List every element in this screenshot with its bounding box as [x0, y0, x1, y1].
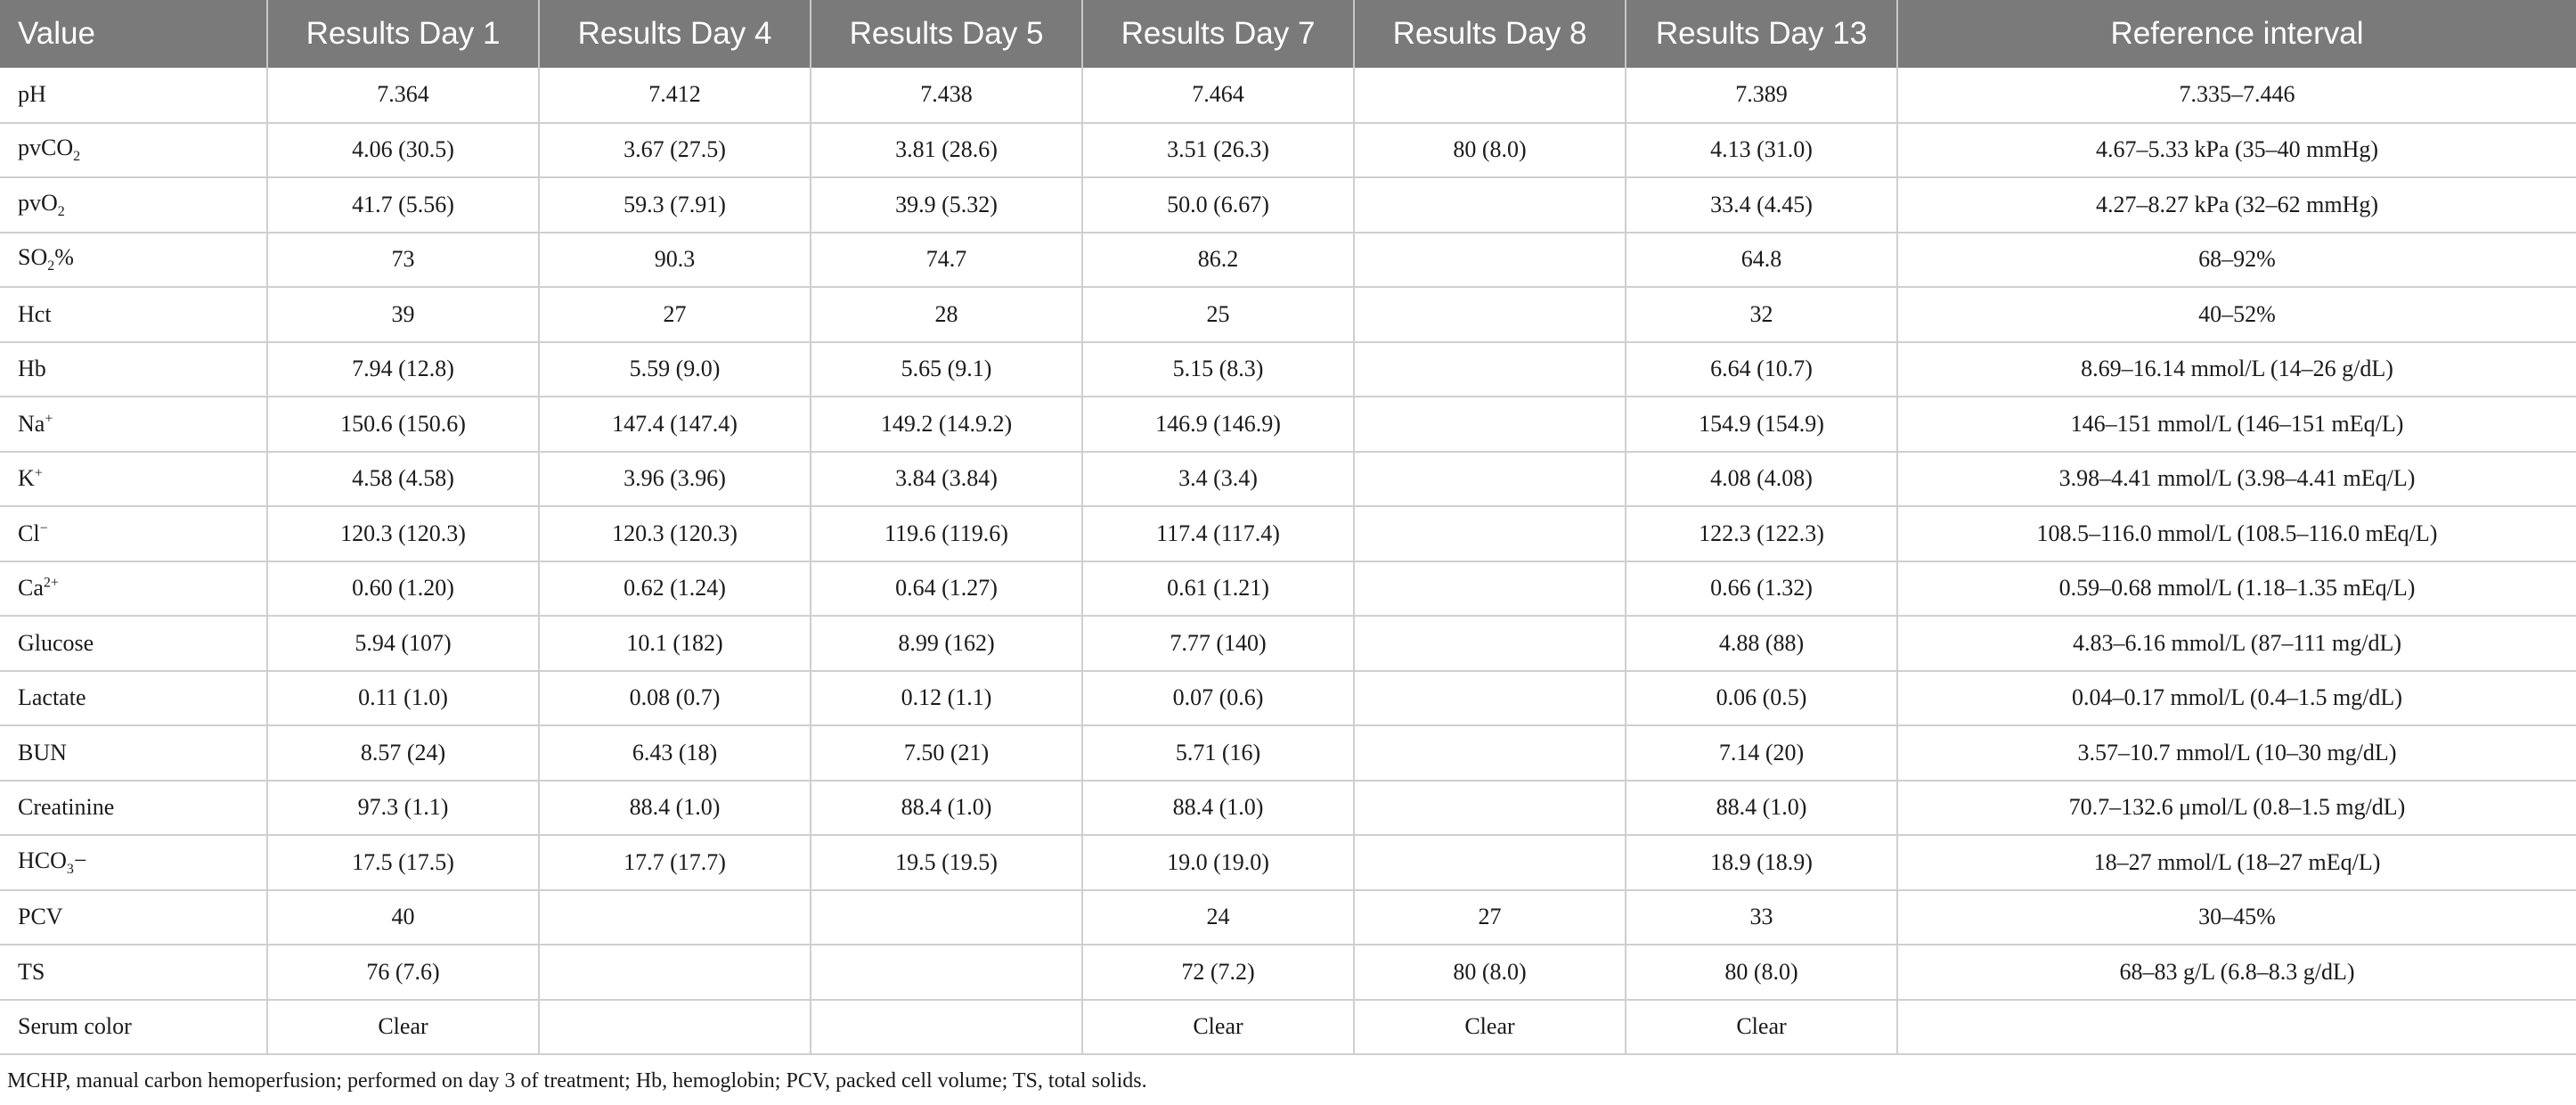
cell-reference-interval: 30–45% [2198, 904, 2276, 930]
row-label [0, 1000, 267, 1055]
cell-day-5: 7.438 [811, 68, 1082, 123]
cell-day-4: 90.3 [539, 233, 811, 288]
row-label [0, 725, 267, 781]
cell-day-4 [539, 945, 811, 1000]
row-label-script: 2 [73, 149, 81, 165]
cell-day-4: 6.43 (18) [539, 725, 811, 781]
row-label [0, 506, 267, 561]
header-day-1: Results Day 1 [267, 0, 539, 68]
cell-day-5: 39.9 (5.32) [811, 177, 1082, 233]
cell-day-13: 154.9 (154.9) [1626, 397, 1897, 452]
cell-day-13: 0.66 (1.32) [1626, 561, 1897, 617]
cell-day-4: 59.3 (7.91) [539, 177, 811, 233]
cell-day-13: 64.8 [1626, 233, 1897, 288]
cell-day-1: 39 [267, 287, 539, 342]
row-label [0, 781, 267, 836]
cell-day-5: 19.5 (19.5) [811, 835, 1082, 890]
row-label-script: + [34, 465, 43, 481]
cell-day-7: 5.71 (16) [1082, 725, 1354, 781]
cell-day-5 [811, 1000, 1082, 1055]
header-reference-interval: Reference interval [2110, 16, 2364, 51]
cell-day-8 [1354, 781, 1626, 836]
cell-day-1: 120.3 (120.3) [267, 506, 539, 561]
cell-day-7: 5.15 (8.3) [1082, 342, 1354, 397]
cell-day-1: 5.94 (107) [267, 616, 539, 671]
cell-day-5: 119.6 (119.6) [811, 506, 1082, 561]
cell-day-8 [1354, 397, 1626, 452]
row-label-base: pvCO [18, 135, 74, 161]
cell-day-8 [1354, 233, 1626, 288]
row-label [0, 397, 267, 452]
header-day-8: Results Day 8 [1354, 0, 1626, 68]
table-row [0, 781, 2576, 836]
cell-day-5: 88.4 (1.0) [811, 781, 1082, 836]
cell-day-5 [811, 945, 1082, 1000]
row-label-base: K [18, 465, 35, 492]
cell-day-1: 97.3 (1.1) [267, 781, 539, 836]
table-footnote: MCHP, manual carbon hemoperfusion; performed on day 3 of treatment; Hb, hemoglobin; PCV, packed cell volume; TS, total solids. [7, 1069, 1147, 1093]
cell-reference-interval: 7.335–7.446 [2179, 81, 2295, 108]
row-label-base: Ca [18, 575, 44, 602]
cell-day-13: 6.64 (10.7) [1626, 342, 1897, 397]
cell-day-7: 117.4 (117.4) [1082, 506, 1354, 561]
cell-day-4: 0.08 (0.7) [539, 671, 811, 726]
cell-day-13: 18.9 (18.9) [1626, 835, 1897, 890]
header-day-7: Results Day 7 [1082, 0, 1354, 68]
cell-day-7: 72 (7.2) [1082, 945, 1354, 1000]
cell-day-8 [1354, 68, 1626, 123]
table-row [0, 890, 2576, 945]
cell-day-8 [1354, 287, 1626, 342]
table-row [0, 177, 2576, 233]
table-row [0, 397, 2576, 452]
cell-day-1: 4.06 (30.5) [267, 123, 539, 178]
cell-reference-interval: 18–27 mmol/L (18–27 mEq/L) [2093, 848, 2381, 875]
cell-day-4: 147.4 (147.4) [539, 397, 811, 452]
row-label-base: Serum color [18, 1013, 132, 1040]
cell-day-5: 0.64 (1.27) [811, 561, 1082, 617]
cell-day-5: 5.65 (9.1) [811, 342, 1082, 397]
cell-day-5 [811, 890, 1082, 945]
row-label-base: BUN [18, 739, 67, 765]
cell-day-13: 122.3 (122.3) [1626, 506, 1897, 561]
cell-day-8 [1354, 671, 1626, 726]
table-row [0, 68, 2576, 123]
cell-day-13: 4.13 (31.0) [1626, 123, 1897, 178]
row-label-tail: − [73, 847, 87, 873]
cell-reference-interval: 3.98–4.41 mmol/L (3.98–4.41 mEq/L) [2058, 465, 2416, 492]
cell-day-8 [1354, 725, 1626, 781]
cell-day-7: 0.07 (0.6) [1082, 671, 1354, 726]
cell-day-7: 3.4 (3.4) [1082, 452, 1354, 507]
cell-day-1: 0.60 (1.20) [267, 561, 539, 617]
row-label [0, 945, 267, 1000]
cell-day-4: 27 [539, 287, 811, 342]
cell-day-5: 3.81 (28.6) [811, 123, 1082, 178]
cell-day-1: 7.364 [267, 68, 539, 123]
cell-day-4: 7.412 [539, 68, 811, 123]
table-header [0, 0, 2576, 68]
table-row [0, 561, 2576, 617]
table-row [0, 233, 2576, 288]
row-label-base: HCO [18, 847, 67, 873]
cell-day-8: 27 [1354, 890, 1626, 945]
cell-day-1: 76 (7.6) [267, 945, 539, 1000]
table-row [0, 342, 2576, 397]
row-label-base: PCV [18, 904, 63, 930]
row-label [0, 452, 267, 507]
table-row [0, 123, 2576, 178]
cell-reference-interval: 4.83–6.16 mmol/L (87–111 mg/dL) [2072, 629, 2402, 656]
cell-reference-interval: 0.04–0.17 mmol/L (0.4–1.5 mg/dL) [2072, 684, 2402, 711]
cell-day-13: Clear [1626, 1000, 1897, 1055]
cell-day-4 [539, 890, 811, 945]
cell-day-8 [1354, 452, 1626, 507]
table-row [0, 287, 2576, 342]
cell-day-13: 7.389 [1626, 68, 1897, 123]
cell-day-4: 5.59 (9.0) [539, 342, 811, 397]
cell-day-7: 19.0 (19.0) [1082, 835, 1354, 890]
row-label-base: pvO [18, 189, 58, 216]
cell-day-8: Clear [1354, 1000, 1626, 1055]
cell-day-13: 32 [1626, 287, 1897, 342]
cell-day-8: 80 (8.0) [1354, 945, 1626, 1000]
table-row [0, 671, 2576, 726]
cell-reference-interval: 8.69–16.14 mmol/L (14–26 g/dL) [2081, 356, 2393, 382]
cell-day-8 [1354, 616, 1626, 671]
cell-day-1: 150.6 (150.6) [267, 397, 539, 452]
cell-day-8 [1354, 506, 1626, 561]
cell-day-5: 0.12 (1.1) [811, 671, 1082, 726]
cell-day-1: 7.94 (12.8) [267, 342, 539, 397]
cell-day-7: 86.2 [1082, 233, 1354, 288]
row-label [0, 561, 267, 617]
cell-day-7: 7.77 (140) [1082, 616, 1354, 671]
cell-day-7: 146.9 (146.9) [1082, 397, 1354, 452]
cell-day-4: 88.4 (1.0) [539, 781, 811, 836]
cell-reference-interval: 146–151 mmol/L (146–151 mEq/L) [2070, 410, 2404, 437]
cell-day-5: 28 [811, 287, 1082, 342]
row-label-script: 2 [57, 203, 65, 219]
header-day-4: Results Day 4 [539, 0, 811, 68]
header-value: Value [0, 0, 267, 68]
cell-reference-interval: 4.67–5.33 kPa (35–40 mmHg) [2095, 136, 2379, 163]
cell-day-13: 33.4 (4.45) [1626, 177, 1897, 233]
row-label-base: TS [18, 958, 45, 985]
table-row [0, 835, 2576, 890]
cell-reference-interval: 68–92% [2198, 246, 2276, 273]
cell-day-8 [1354, 177, 1626, 233]
table-row [0, 945, 2576, 1000]
header-day-13: Results Day 13 [1626, 0, 1897, 68]
cell-day-4 [539, 1000, 811, 1055]
cell-day-1: 8.57 (24) [267, 725, 539, 781]
cell-day-13: 4.88 (88) [1626, 616, 1897, 671]
row-label [0, 287, 267, 342]
row-label [0, 835, 267, 890]
cell-day-7: 25 [1082, 287, 1354, 342]
cell-day-1: 73 [267, 233, 539, 288]
row-label-base: Hct [18, 300, 52, 327]
cell-day-13: 4.08 (4.08) [1626, 452, 1897, 507]
cell-day-5: 149.2 (14.9.2) [811, 397, 1082, 452]
cell-day-4: 3.96 (3.96) [539, 452, 811, 507]
row-label-script: 2+ [43, 575, 59, 591]
cell-day-1: 4.58 (4.58) [267, 452, 539, 507]
cell-reference-interval: 70.7–132.6 μmol/L (0.8–1.5 mg/dL) [2068, 794, 2406, 821]
cell-day-5: 3.84 (3.84) [811, 452, 1082, 507]
row-label-script: 3 [66, 861, 74, 877]
row-label-base: Lactate [18, 684, 86, 711]
table-row [0, 725, 2576, 781]
row-label [0, 671, 267, 726]
cell-day-7: 88.4 (1.0) [1082, 781, 1354, 836]
cell-day-13: 7.14 (20) [1626, 725, 1897, 781]
cell-reference-interval: 0.59–0.68 mmol/L (1.18–1.35 mEq/L) [2058, 575, 2416, 602]
row-label-script: + [45, 411, 53, 427]
cell-day-13: 80 (8.0) [1626, 945, 1897, 1000]
row-label [0, 616, 267, 671]
cell-day-8: 80 (8.0) [1354, 123, 1626, 178]
cell-day-13: 88.4 (1.0) [1626, 781, 1897, 836]
cell-reference-interval: 3.57–10.7 mmol/L (10–30 mg/dL) [2077, 739, 2397, 765]
row-label-tail: % [54, 244, 74, 271]
header-day-5: Results Day 5 [811, 0, 1082, 68]
cell-day-4: 10.1 (182) [539, 616, 811, 671]
cell-reference-interval: 40–52% [2198, 300, 2276, 327]
cell-day-1: 17.5 (17.5) [267, 835, 539, 890]
row-label-base: pH [18, 81, 46, 108]
cell-day-4: 17.7 (17.7) [539, 835, 811, 890]
cell-day-13: 33 [1626, 890, 1897, 945]
cell-day-4: 3.67 (27.5) [539, 123, 811, 178]
cell-day-1: 0.11 (1.0) [267, 671, 539, 726]
cell-day-8 [1354, 342, 1626, 397]
cell-day-1: 41.7 (5.56) [267, 177, 539, 233]
row-label-base: SO [18, 244, 48, 271]
cell-day-7: Clear [1082, 1000, 1354, 1055]
cell-day-8 [1354, 561, 1626, 617]
cell-day-7: 3.51 (26.3) [1082, 123, 1354, 178]
row-label-base: Cl [18, 520, 40, 546]
cell-reference-interval: 4.27–8.27 kPa (32–62 mmHg) [2095, 191, 2379, 217]
row-label-script: − [39, 520, 48, 536]
row-label-script: 2 [47, 258, 55, 274]
table-body [0, 68, 2576, 1054]
row-label [0, 890, 267, 945]
cell-day-7: 24 [1082, 890, 1354, 945]
row-label [0, 68, 267, 123]
row-label [0, 233, 267, 288]
cell-day-5: 74.7 [811, 233, 1082, 288]
cell-day-5: 7.50 (21) [811, 725, 1082, 781]
cell-day-4: 0.62 (1.24) [539, 561, 811, 617]
row-label-base: Glucose [18, 629, 94, 656]
row-label [0, 177, 267, 233]
row-label-base: Creatinine [18, 794, 115, 821]
cell-reference-interval: 68–83 g/L (6.8–8.3 g/dL) [2119, 958, 2355, 985]
cell-day-7: 50.0 (6.67) [1082, 177, 1354, 233]
cell-day-1: 40 [267, 890, 539, 945]
cell-day-1: Clear [267, 1000, 539, 1055]
cell-reference-interval [1897, 1000, 2576, 1055]
cell-day-8 [1354, 835, 1626, 890]
table-row [0, 1000, 2576, 1055]
table-row [0, 506, 2576, 561]
cell-day-7: 0.61 (1.21) [1082, 561, 1354, 617]
row-label-base: Hb [18, 356, 46, 382]
row-label [0, 123, 267, 178]
table-row [0, 616, 2576, 671]
row-label-base: Na [18, 410, 45, 437]
table-row [0, 452, 2576, 507]
header-row [0, 0, 2576, 68]
row-label [0, 342, 267, 397]
cell-day-4: 120.3 (120.3) [539, 506, 811, 561]
cell-day-7: 7.464 [1082, 68, 1354, 123]
cell-day-13: 0.06 (0.5) [1626, 671, 1897, 726]
cell-reference-interval: 108.5–116.0 mmol/L (108.5–116.0 mEq/L) [2036, 520, 2438, 546]
cell-day-5: 8.99 (162) [811, 616, 1082, 671]
